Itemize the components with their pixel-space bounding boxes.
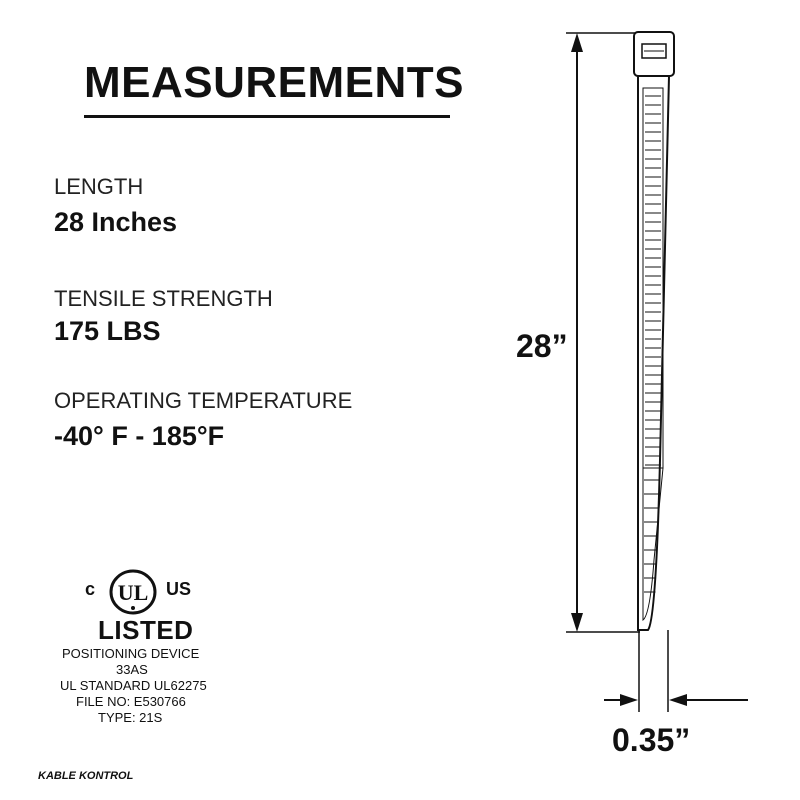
ul-line-2: 33AS <box>116 662 148 677</box>
ul-line-3: UL STANDARD UL62275 <box>60 678 207 693</box>
ul-mark-us: US <box>166 579 192 599</box>
ul-logo-letters: UL <box>117 580 149 605</box>
page-title: MEASUREMENTS <box>84 58 465 107</box>
length-arrow-bottom <box>571 613 583 632</box>
ul-line-1: POSITIONING DEVICE <box>62 646 200 661</box>
ul-line-4: FILE NO: E530766 <box>76 694 186 709</box>
width-arrow-left <box>620 694 638 706</box>
spec-tensile-label: TENSILE STRENGTH <box>54 286 273 311</box>
spec-length-value: 28 Inches <box>54 207 178 237</box>
brand-logo: KABLE KONTROL <box>38 770 134 782</box>
ul-status: LISTED <box>98 615 194 645</box>
spec-tensile-value: 175 LBS <box>54 316 161 346</box>
spec-temperature-value: -40° F - 185°F <box>54 421 225 451</box>
length-arrow-top <box>571 33 583 52</box>
spec-length-label: LENGTH <box>54 174 144 199</box>
width-dimension-label: 0.35” <box>612 722 691 758</box>
ul-mark-c: c <box>85 579 96 599</box>
ul-line-5: TYPE: 21S <box>98 710 163 725</box>
width-arrow-right <box>669 694 687 706</box>
spec-temperature-label: OPERATING TEMPERATURE <box>54 388 353 413</box>
length-dimension-label: 28” <box>516 328 568 364</box>
